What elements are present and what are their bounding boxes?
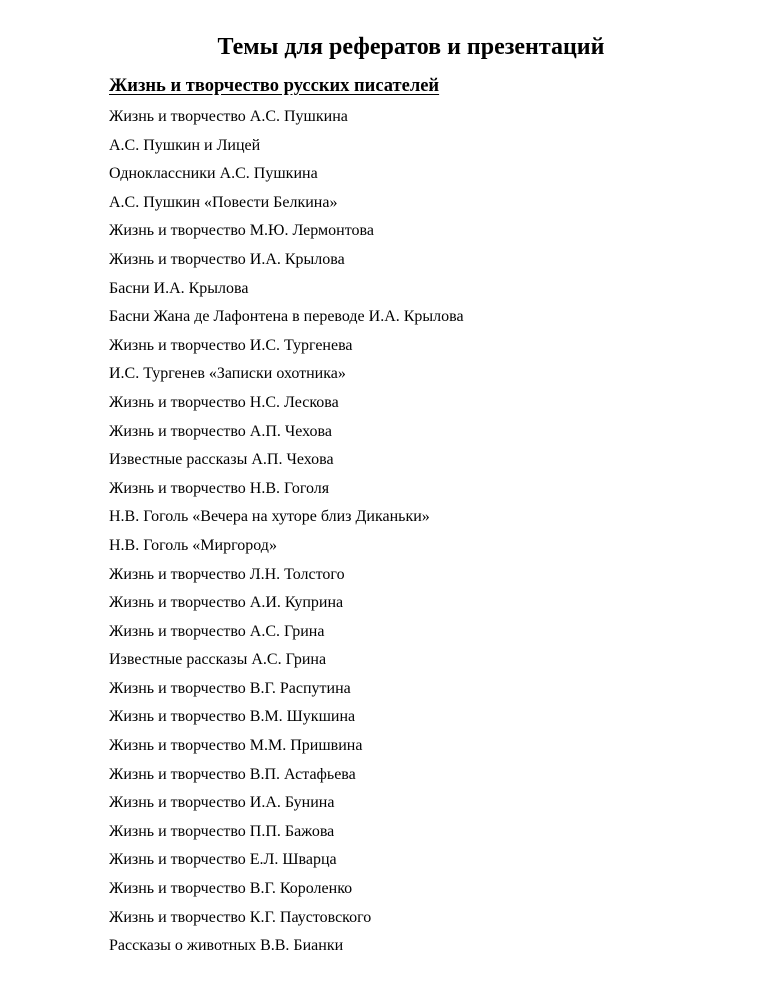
topic-list (109, 104, 464, 962)
topic-item: Жизнь и творчество Е.Л. Шварца (109, 851, 337, 869)
topic-item: Жизнь и творчество И.А. Бунина (109, 794, 335, 812)
topic-item: А.С. Пушкин и Лицей (109, 136, 261, 154)
topic-item: Жизнь и творчество И.С. Тургенева (109, 336, 353, 354)
topic-item: Жизнь и творчество В.Г. Распутина (109, 679, 351, 697)
topic-item: Жизнь и творчество П.П. Бажова (109, 822, 335, 840)
topic-item: Жизнь и творчество Н.В. Гоголя (109, 479, 330, 497)
topic-item: Жизнь и творчество А.И. Куприна (109, 594, 344, 612)
topic-item: Жизнь и творчество И.А. Крылова (109, 250, 345, 268)
topic-item: Басни И.А. Крылова (109, 279, 249, 297)
topic-item: Жизнь и творчество Н.С. Лескова (109, 393, 339, 411)
topic-item: Жизнь и творчество В.П. Астафьева (109, 765, 356, 783)
document-title: Темы для рефератов и презентаций (217, 34, 605, 60)
topic-item: Басни Жана де Лафонтена в переводе И.А. Крылова (109, 308, 464, 326)
topic-item: А.С. Пушкин «Повести Белкина» (109, 193, 338, 211)
topic-item: Одноклассники А.С. Пушкина (109, 165, 318, 183)
topic-item: Жизнь и творчество А.С. Грина (109, 622, 325, 640)
section-heading: Жизнь и творчество русских писателей (109, 76, 440, 96)
topic-item: Жизнь и творчество Л.Н. Толстого (109, 565, 345, 583)
topic-item: Н.В. Гоголь «Миргород» (109, 536, 277, 554)
topic-item: Рассказы о животных В.В. Бианки (109, 937, 344, 955)
topic-item: И.С. Тургенев «Записки охотника» (109, 365, 346, 383)
topic-item: Жизнь и творчество А.П. Чехова (109, 422, 332, 440)
topic-item: Жизнь и творчество К.Г. Паустовского (109, 908, 372, 926)
topic-item: Жизнь и творчество М.Ю. Лермонтова (109, 222, 374, 240)
topic-item: Жизнь и творчество М.М. Пришвина (109, 737, 363, 755)
topic-item: Н.В. Гоголь «Вечера на хуторе близ Диканьки» (109, 508, 430, 526)
topic-item: Известные рассказы А.С. Грина (109, 651, 327, 669)
topic-item: Жизнь и творчество В.М. Шукшина (109, 708, 356, 726)
topic-item: Жизнь и творчество В.Г. Короленко (109, 880, 353, 898)
topic-item: Известные рассказы А.П. Чехова (109, 451, 334, 469)
topic-item: Жизнь и творчество А.С. Пушкина (109, 108, 348, 125)
